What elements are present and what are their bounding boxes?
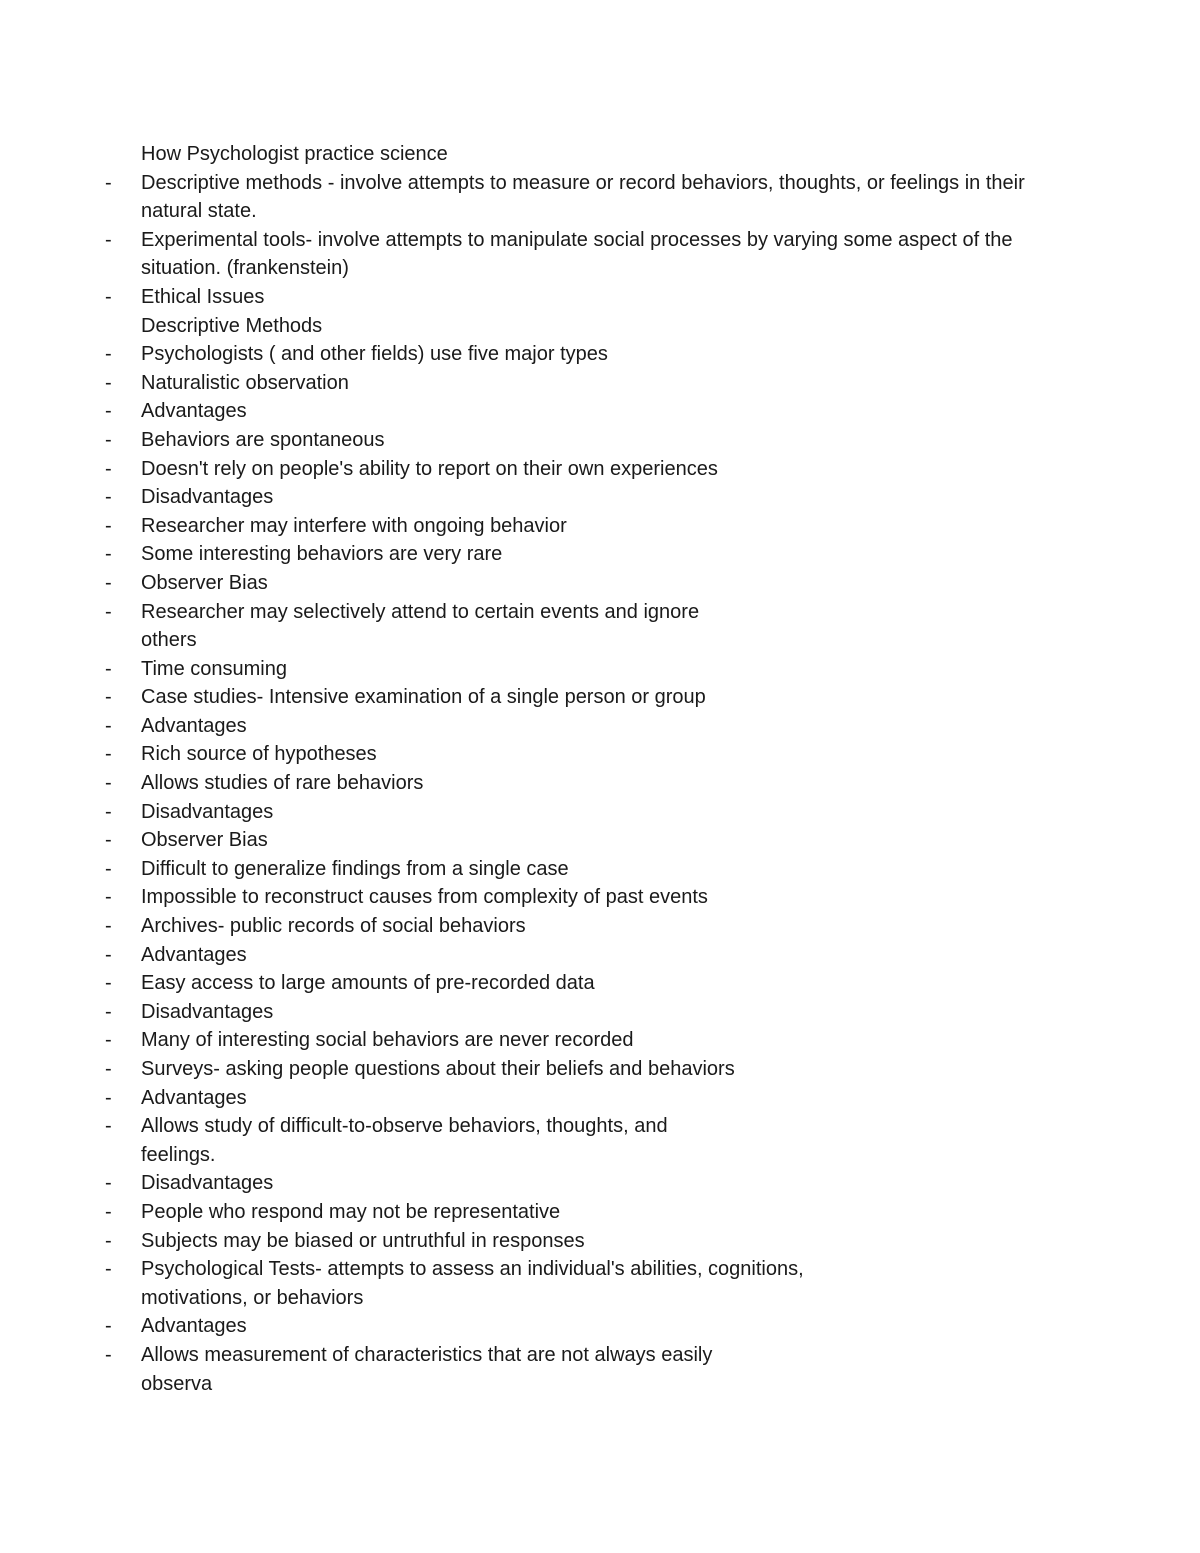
list-item: - Disadvantages [105, 800, 274, 823]
list-item: - Advantages [105, 943, 247, 966]
list-item: - Difficult to generalize findings from a single case [105, 857, 569, 880]
list-item: - Time consuming [105, 657, 287, 680]
practice-list [105, 169, 1071, 312]
dash-bullet: - [105, 171, 112, 194]
list-item: - Researcher may selectively attend to certain events and ignore others [105, 600, 700, 652]
list-item: - Surveys- asking people questions about their beliefs and behaviors [105, 1058, 735, 1080]
case-studies-section [105, 683, 1071, 712]
list-item: - Psychological Tests- attempts to assess an individual's abilities, cognitions, motivations, or behaviors [105, 1258, 804, 1309]
list-item: - Impossible to reconstruct causes from complexity of past events [105, 886, 708, 909]
list-item: - Doesn't rely on people's ability to report on their own experiences [105, 457, 718, 480]
section-heading-practice: How Psychologist practice science [141, 143, 448, 165]
descriptive-list [105, 340, 1071, 369]
document-page [105, 140, 1071, 1398]
list-item: - Naturalistic observation [105, 371, 349, 394]
list-item: - Advantages [105, 400, 247, 423]
list-item: - Experimental tools- involve attempts to manipulate social processes by varying some aspect of the situation. (frankenstein) [141, 226, 1071, 283]
list-item: - Archives- public records of social behaviors [105, 915, 526, 938]
list-item: - Disadvantages [105, 486, 274, 509]
list-item: - Disadvantages [105, 1000, 274, 1023]
list-item: - Some interesting behaviors are very rare [105, 543, 503, 566]
dash-bullet: - [105, 343, 112, 366]
list-item: - Case studies- Intensive examination of a single person or group [105, 686, 706, 709]
dash-bullet: - [105, 228, 112, 251]
list-item: - Observer Bias [105, 571, 268, 594]
list-item: - Disadvantages [105, 1172, 274, 1195]
list-item: - Rich source of hypotheses [105, 743, 377, 766]
list-item: - Advantages [105, 1315, 247, 1338]
list-item: - Researcher may interfere with ongoing behavior [105, 514, 567, 537]
naturalistic-section [105, 369, 1071, 398]
list-item: - Descriptive methods - involve attempts to measure or record behaviors, thoughts, or feelings in their natural state. [141, 169, 1071, 226]
list-item: - Many of interesting social behaviors are never recorded [105, 1029, 634, 1052]
archives-section [105, 912, 1071, 941]
list-item: - Advantages [105, 714, 247, 737]
list-item: - People who respond may not be representative [105, 1200, 561, 1223]
list-item: - Allows measurement of characteristics that are not always easily observa [105, 1343, 713, 1395]
dash-bullet: - [105, 285, 112, 308]
list-item: - Psychologists ( and other fields) use five major types [141, 340, 1071, 369]
list-item: - Advantages [105, 1086, 247, 1109]
list-item: - Subjects may be biased or untruthful in responses [105, 1229, 585, 1252]
list-item: - Ethical Issues [141, 283, 1071, 312]
list-item: - Allows study of difficult-to-observe behaviors, thoughts, and feelings. [105, 1115, 668, 1166]
section-heading-descriptive: Descriptive Methods [141, 314, 323, 337]
psych-tests-section [105, 1255, 1071, 1312]
list-item: - Observer Bias [105, 829, 268, 852]
list-item: - Behaviors are spontaneous [105, 428, 385, 451]
list-item: - Easy access to large amounts of pre-recorded data [105, 972, 595, 995]
surveys-section [105, 1055, 1071, 1084]
list-item: - Allows studies of rare behaviors [105, 772, 424, 795]
